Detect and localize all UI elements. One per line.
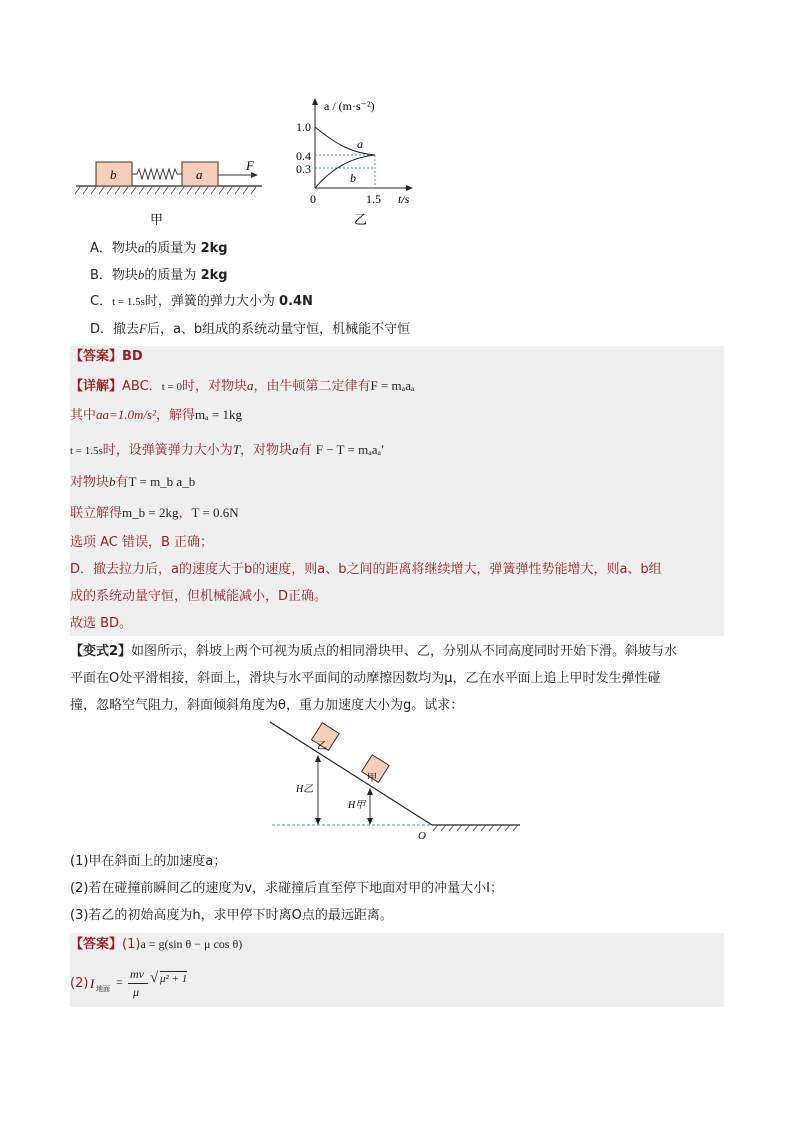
curve-b — [315, 155, 375, 188]
answer2-line-1 — [70, 935, 242, 954]
detail-line-8: 成的系统动量守恒，但机械能减小，D正确。 — [70, 589, 328, 604]
question-3: (3)若乙的初始高度为h，求甲停下时离O点的最远距离。 — [70, 908, 393, 923]
detail-l1-mid: 时，对物块 — [181, 379, 247, 394]
answer2-a2-sub: 地面 — [96, 985, 110, 993]
curve-b-label: b — [350, 171, 356, 185]
variant2-l1: 如图所示，斜坡上两个可视为质点的相同滑块甲、乙，分别从不同高度同时开始下滑。斜坡与水 — [131, 644, 678, 659]
variant2-label: 【变式2】 — [70, 644, 132, 659]
choice-b-post: 的质量为 — [144, 268, 197, 283]
detail-l4-eq: T = m_b a_b — [128, 474, 196, 489]
choice-b-pre: B．物块 — [90, 268, 138, 283]
detail-l5-eq1: m_b = 2kg — [122, 505, 179, 520]
figure-jia — [70, 150, 270, 230]
choice-c-val: 0.4N — [279, 294, 313, 309]
choice-d-var: F — [139, 321, 147, 336]
detail-l2-eq: mₐ = 1kg — [195, 407, 243, 422]
detail-line-6: 选项 AC 错误，B 正确； — [70, 535, 214, 550]
figure-yi — [282, 90, 422, 235]
curve-a — [315, 127, 375, 155]
choice-c — [90, 293, 313, 311]
detail-l4-mid: 有 — [115, 475, 129, 490]
block-yi-label: 乙 — [317, 741, 327, 752]
answer2-a2-denominator: μ — [133, 985, 140, 999]
choice-b — [90, 266, 228, 285]
variant2-line-3: 撞，忽略空气阻力，斜面倾斜角度为θ，重力加速度大小为g。试求： — [70, 698, 464, 713]
choice-c-post: 时，弹簧的弹力大小为 — [144, 294, 275, 309]
choice-d-pre: D．撤去 — [90, 322, 140, 337]
variant2-line-2: 平面在O处平滑相接，斜面上，滑块与水平面间的动摩擦因数均为μ，乙在水平面上追上甲时发生弹性碰 — [70, 671, 661, 686]
answer1 — [70, 348, 143, 366]
choice-d-post: 后，a、b组成的系统动量守恒，机械能不守恒 — [146, 322, 411, 337]
h-jia-label: H甲 — [348, 800, 366, 811]
y-axis-label: a / (m·s⁻²) — [324, 99, 375, 113]
detail-l3-mid: 时，设弹簧弹力大小为 — [102, 443, 233, 458]
block-jia-label: 甲 — [367, 773, 377, 784]
detail-line-9: 故选 BD。 — [70, 616, 133, 631]
tick-0-4: 0.4 — [296, 149, 311, 163]
block-b-label: b — [110, 167, 117, 182]
detail-line-1 — [70, 377, 415, 396]
choice-a — [90, 239, 228, 258]
answer1-value: BD — [122, 349, 143, 364]
choice-a-val: 2kg — [200, 241, 228, 256]
choice-a-post: 的质量为 — [144, 241, 197, 256]
answer2-label: 【答案】 — [70, 937, 123, 952]
detail-l3-math: t = 1.5s — [70, 445, 103, 457]
answer2-a1-eq: a = g(sin θ − μ cos θ) — [140, 937, 243, 951]
caption-jia: 甲 — [150, 212, 164, 227]
choice-c-math: t = 1.5s — [112, 296, 145, 308]
detail-l1-text: ABC． — [122, 379, 162, 394]
tick-origin: 0 — [310, 192, 316, 206]
detail-l2-mid: ，解得 — [156, 408, 196, 423]
block-a-label: a — [196, 167, 203, 182]
answer2-a2-numerator: mv — [130, 967, 144, 981]
x-axis-label: t/s — [398, 192, 410, 206]
h-yi-label: H乙 — [296, 784, 314, 795]
detail-l3-mid2: ，对物块 — [240, 443, 293, 458]
question-1: (1)甲在斜面上的加速度a； — [70, 854, 227, 869]
choice-d — [90, 320, 410, 339]
detail-l4-pre: 对物块 — [70, 475, 110, 490]
tick-0-3: 0.3 — [296, 162, 311, 176]
detail-line-2 — [70, 406, 242, 425]
answer1-label: 【答案】 — [70, 349, 123, 364]
detail-l5-sep: ， — [178, 506, 192, 521]
detail-l1-eq: F = mₐaₐ — [370, 378, 415, 393]
figure-slope — [268, 718, 528, 840]
tick-1-0: 1.0 — [296, 120, 311, 134]
spring — [132, 169, 182, 179]
detail-l1-red: ，由牛顿第二定律有 — [253, 379, 371, 394]
question-2: (2)若在碰撞前瞬间乙的速度为v，求碰撞后直至停下地面对甲的冲量大小I； — [70, 881, 503, 896]
answer2-a2-num: (2) — [70, 976, 89, 991]
detail-l3-eq: F − T = mₐaₐ′ — [315, 442, 384, 457]
detail-l5-pre: 联立解得 — [70, 506, 123, 521]
detail-l1-var: a — [246, 378, 254, 393]
choice-a-var: a — [137, 240, 145, 255]
detail-line-3 — [70, 441, 384, 460]
detail-line-5 — [70, 504, 239, 523]
detail-l2-cond: aa=1.0m/s² — [96, 407, 156, 422]
origin-label: O — [418, 830, 426, 840]
choice-b-var: b — [137, 267, 145, 282]
detail-line-4 — [70, 473, 195, 492]
detail-line-7: D．撤去拉力后，a的速度大于b的速度，则a、b之间的距离将继续增大，弹簧弹性势能增大，则a、b组 — [70, 562, 662, 577]
choice-c-pre: C． — [90, 294, 113, 309]
detail-l2-pre: 其中 — [70, 408, 97, 423]
choice-b-val: 2kg — [200, 268, 228, 283]
tick-1-5: 1.5 — [366, 192, 381, 206]
detail-l5-eq2: T = 0.6N — [191, 505, 239, 520]
detail-l3-mid3: 有 — [298, 443, 312, 458]
curve-a-label: a — [357, 137, 363, 151]
detail-label: 【详解】 — [70, 379, 123, 394]
caption-yi: 乙 — [354, 212, 368, 227]
detail-l4-var: b — [109, 474, 116, 489]
answer2-a2-radicand: μ² + 1 — [160, 973, 188, 985]
answer2-a1-num: (1) — [122, 937, 141, 952]
detail-l3-var2: a — [292, 442, 299, 457]
force-label: F — [246, 158, 254, 173]
detail-l3-var: T — [232, 442, 241, 457]
choice-a-pre: A．物块 — [90, 241, 138, 256]
answer2-a2-lhs: I — [90, 976, 95, 991]
detail-l1-math: t = 0 — [161, 381, 182, 393]
variant2-line-1 — [70, 643, 677, 661]
